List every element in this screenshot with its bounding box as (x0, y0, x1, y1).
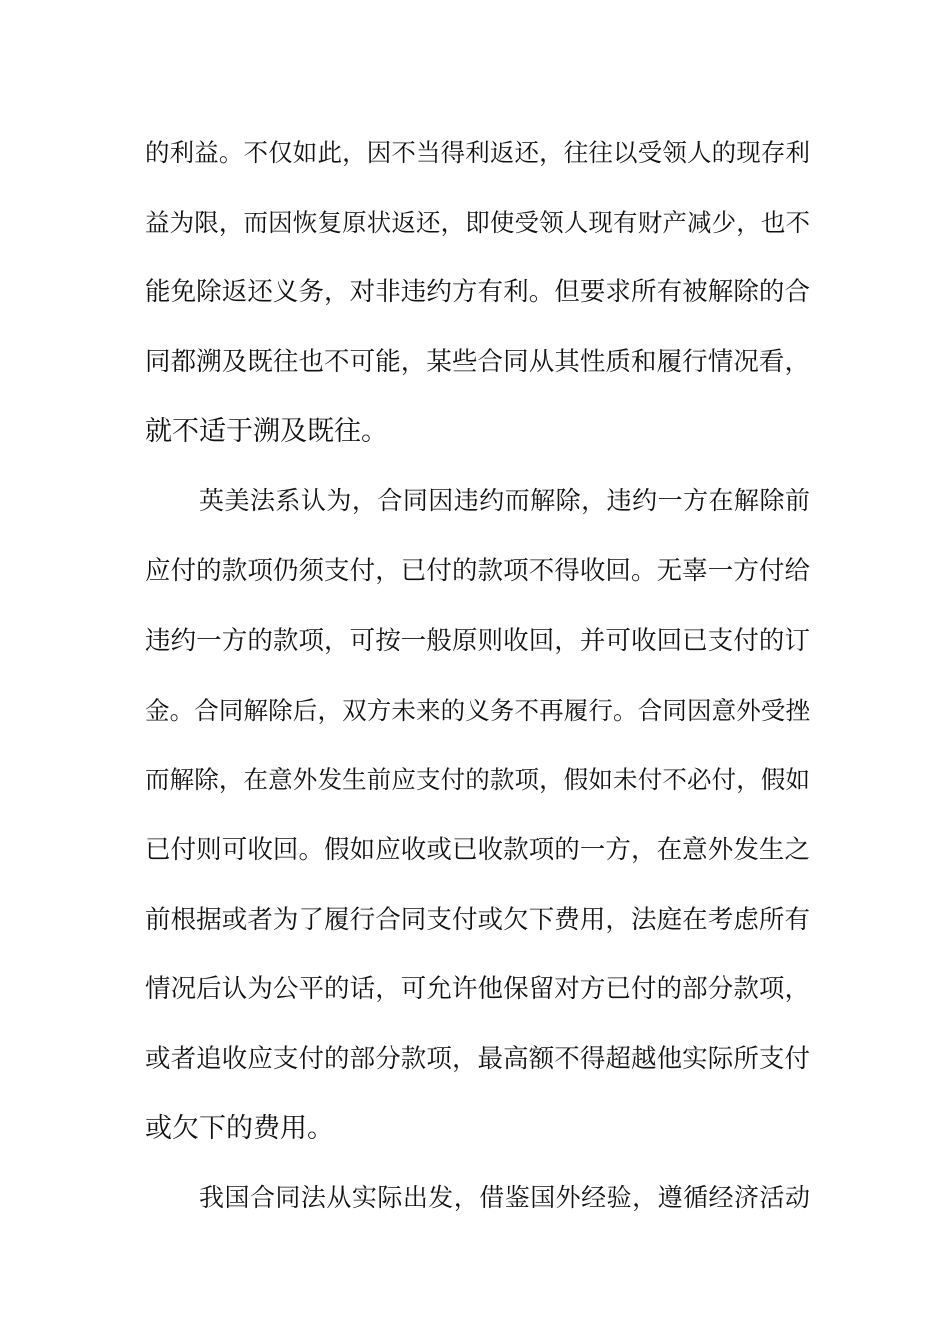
text-line: 而解除，在意外发生前应支付的款项，假如未付不必付，假如 (145, 765, 810, 795)
text-line: 情况后认为公平的话，可允许他保留对方已付的部分款项， (145, 974, 810, 1005)
text-line: 的利益。不仅如此，因不当得利返还，往往以受领人的现存利 (145, 138, 810, 167)
text-line: 金。合同解除后，双方未来的义务不再履行。合同因意外受挫 (145, 695, 810, 725)
text-line: 我国合同法从实际出发，借鉴国外经验，遵循经济活动 (199, 1183, 810, 1213)
text-line: 同都溯及既往也不可能，某些合同从其性质和履行情况看， (145, 347, 810, 378)
text-line: 或者追收应支付的部分款项，最高额不得超越他实际所支付 (145, 1043, 810, 1074)
text-line: 能免除返还义务，对非违约方有利。但要求所有被解除的合 (145, 277, 810, 308)
text-line: 前根据或者为了履行合同支付或欠下费用，法庭在考虑所有 (145, 904, 810, 935)
text-line: 违约一方的款项，可按一般原则收回，并可收回已支付的订 (145, 625, 810, 656)
text-line: 已付则可收回。假如应收或已收款项的一方，在意外发生之 (145, 834, 810, 865)
text-line: 应付的款项仍须支付，已付的款项不得收回。无辜一方付给 (145, 556, 810, 587)
document-body (145, 130, 810, 1245)
text-line: 就不适于溯及既往。 (145, 415, 388, 447)
text-line: 益为限，而因恢复原状返还，即使受领人现有财产减少，也不 (145, 207, 810, 237)
text-line: 英美法系认为，合同因违约而解除，违约一方在解除前 (199, 486, 810, 516)
text-line: 或欠下的费用。 (145, 1112, 334, 1144)
